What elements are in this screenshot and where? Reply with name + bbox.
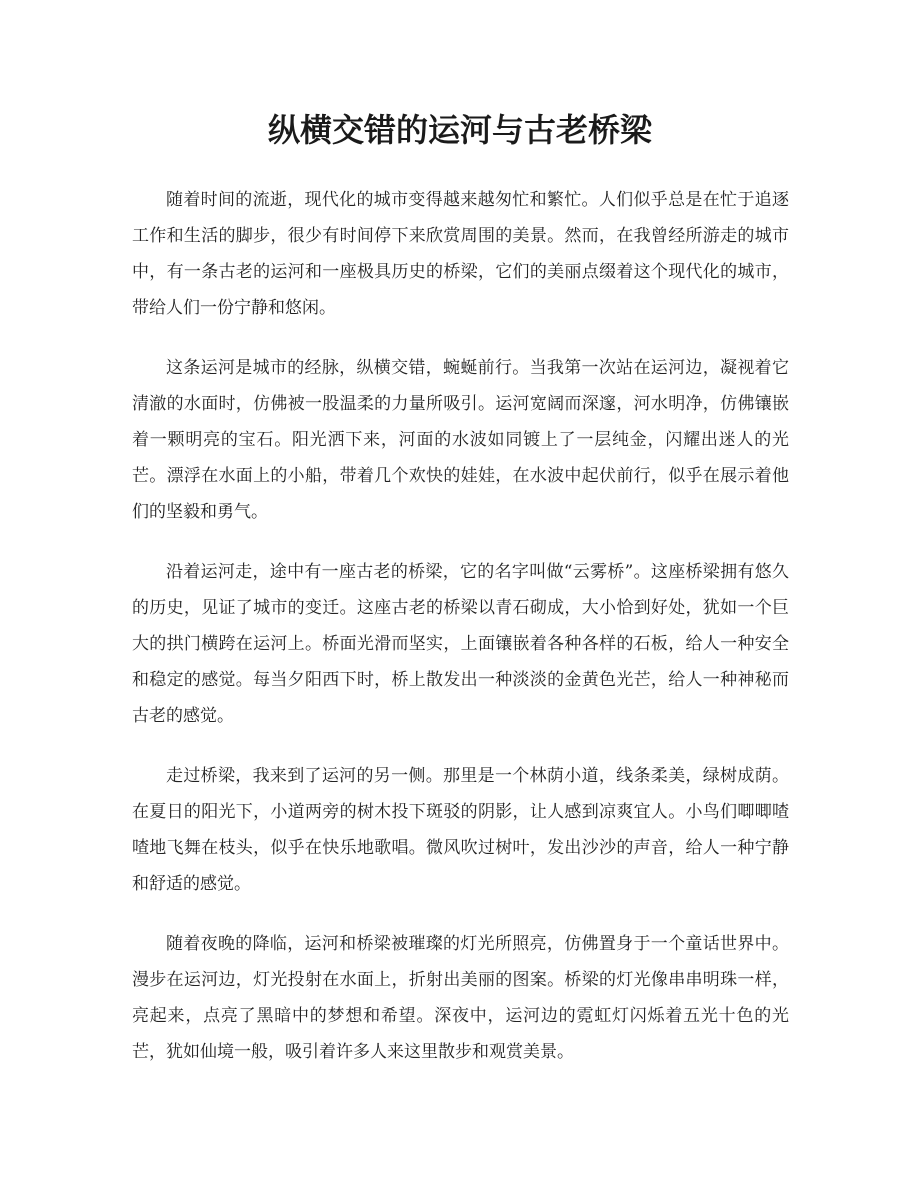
paragraph-5: 随着夜晚的降临，运河和桥梁被璀璨的灯光所照亮，仿佛置身于一个童话世界中。漫步在运河边，灯光投射在水面上，折射出美丽的图案。桥梁的灯光像串串明珠一样，亮起来，点亮了黑暗中的梦想和希望。深夜中，运河边的霓虹灯闪烁着五光十色的光芒，犹如仙境一般，吸引着许多人来这里散步和观赏美景。 (132, 934, 789, 1062)
paragraph-2: 这条运河是城市的经脉，纵横交错，蜿蜒前行。当我第一次站在运河边，凝视着它清澈的水面时，仿佛被一股温柔的力量所吸引。运河宽阔而深邃，河水明净，仿佛镶嵌着一颗明亮的宝石。阳光洒下来，河面的水波如同镀上了一层纯金，闪耀出迷人的光芒。漂浮在水面上的小船，带着几个欢快的娃娃，在水波中起伏前行，似乎在展示着他们的坚毅和勇气。 (132, 358, 789, 522)
page-title: 纵横交错的运河与古老桥梁 (267, 111, 652, 149)
article-body (132, 182, 789, 1094)
paragraph-4: 走过桥梁，我来到了运河的另一侧。那里是一个林荫小道，线条柔美，绿树成荫。在夏日的阳光下，小道两旁的树木投下斑驳的阴影，让人感到凉爽宜人。小鸟们唧唧喳喳地飞舞在枝头，似乎在快乐地歌唱。微风吹过树叶，发出沙沙的声音，给人一种宁静和舒适的感觉。 (132, 766, 789, 894)
paragraph-1: 随着时间的流逝，现代化的城市变得越来越匆忙和繁忙。人们似乎总是在忙于追逐工作和生活的脚步，很少有时间停下来欣赏周围的美景。然而，在我曾经所游走的城市中，有一条古老的运河和一座极具历史的桥梁，它们的美丽点缀着这个现代化的城市，带给人们一份宁静和悠闲。 (132, 190, 789, 318)
paragraph-3: 沿着运河走，途中有一座古老的桥梁，它的名字叫做“云雾桥”。这座桥梁拥有悠久的历史，见证了城市的变迁。这座古老的桥梁以青石砌成，大小恰到好处，犹如一个巨大的拱门横跨在运河上。桥面光滑而坚实，上面镶嵌着各种各样的石板，给人一种安全和稳定的感觉。每当夕阳西下时，桥上散发出一种淡淡的金黄色光芒，给人一种神秘而古老的感觉。 (132, 562, 789, 726)
